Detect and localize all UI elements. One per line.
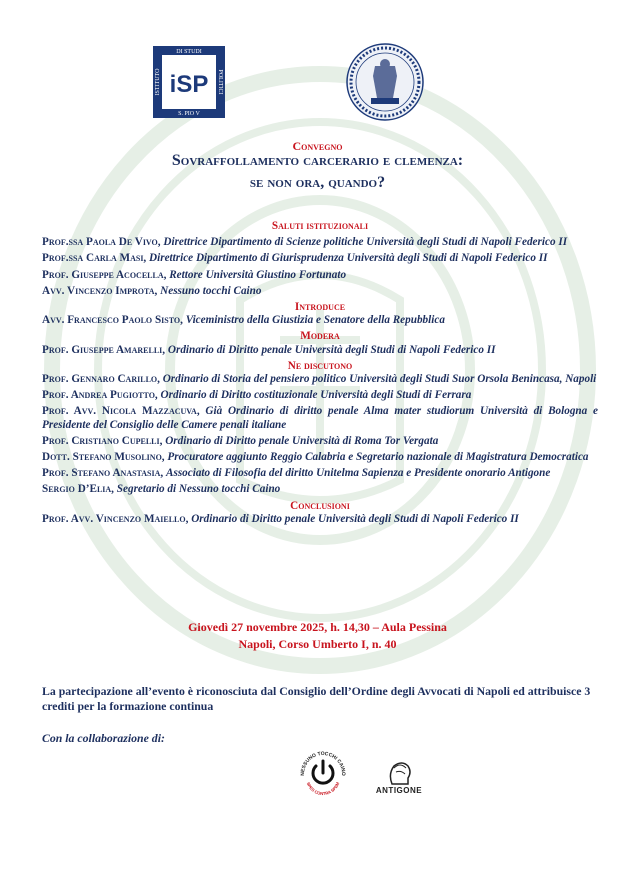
isp-logo-bottom-text: S. PIO V	[178, 111, 200, 117]
speaker-name: Sergio D’Elia,	[42, 483, 114, 496]
speaker-role: Viceministro della Giustizia e Senatore della Repubblica	[185, 314, 445, 327]
speaker-item	[42, 252, 598, 265]
event-details	[0, 619, 635, 653]
university-seal-icon	[345, 42, 425, 122]
page-subtitle: se non ora, quando?	[249, 174, 386, 191]
speaker-role: Ordinario di Storia del pensiero politico Università degli Studi Suor Orsola Benincasa, Napoli	[162, 373, 597, 386]
speaker-name: Prof. Giuseppe Amarelli,	[42, 343, 166, 356]
speaker-name: Prof. Avv. Nicola Mazzacuva,	[42, 405, 200, 418]
speaker-name: Dott. Stefano Musolino,	[42, 451, 165, 464]
power-icon	[313, 761, 333, 783]
antigone-logo-text: ANTIGONE	[375, 786, 423, 795]
speaker-role: Ordinario di Diritto costituzionale Università degli Studi di Ferrara	[160, 389, 472, 402]
speaker-item	[42, 285, 598, 298]
speaker-item	[42, 314, 598, 327]
speaker-name: Prof. Stefano Anastasia,	[42, 467, 164, 480]
speaker-role: Rettore Università Giustino Fortunato	[169, 268, 347, 281]
speaker-role: Procuratore aggiunto Reggio Calabria e Segretario nazionale di Magistratura Democratica	[167, 451, 589, 464]
speaker-item	[42, 344, 598, 357]
isp-logo-top-text: DI STUDI	[176, 49, 202, 55]
collaboration-label: Con la collaborazione di:	[42, 731, 165, 745]
speaker-role: Già Ordinario di diritto penale Alma mater studiorum Università di Bologna e Presidente del Consiglio delle Camere penali italiane	[42, 405, 598, 431]
section-heading-discutono: Ne discutono	[287, 359, 353, 372]
speaker-item	[42, 269, 598, 282]
section-heading-saluti: Saluti istituzionali	[271, 220, 369, 232]
speaker-name: Prof. Giuseppe Acocella,	[42, 268, 167, 281]
section-heading-modera: Modera	[300, 330, 340, 343]
speaker-item	[42, 373, 598, 386]
speaker-name: Prof. Avv. Vincenzo Maiello,	[42, 512, 189, 525]
isp-logo-left-text: ISTITUTO	[155, 68, 161, 96]
speaker-name: Avv. Francesco Paolo Sisto,	[42, 314, 183, 327]
speaker-item	[42, 513, 598, 526]
isp-logo-right-text: POLITICI	[217, 69, 223, 95]
speaker-name: Avv. Vincenzo Improta,	[42, 284, 158, 297]
isp-logo-icon	[153, 46, 225, 118]
speaker-name: Prof. Gennaro Carillo,	[42, 373, 160, 386]
speaker-item	[42, 483, 598, 496]
speaker-item	[42, 389, 598, 402]
ntc-logo-subtext: SPES CONTRA SPEM	[305, 781, 341, 797]
speaker-name: Prof.ssa Paola De Vivo,	[42, 236, 161, 249]
nessuno-tocchi-caino-logo-icon	[296, 744, 350, 804]
speaker-role: Associato di Filosofia del diritto Unitelma Sapienza e Presidente onorario Antigone	[166, 467, 551, 480]
speaker-item	[42, 236, 598, 249]
isp-logo-mark: iSP	[169, 71, 209, 98]
page-title: Sovraffollamento carcerario e clemenza:	[171, 152, 464, 169]
speaker-role: Ordinario di Diritto penale Università di Roma Tor Vergata	[165, 434, 439, 447]
speaker-item	[42, 467, 598, 480]
speaker-role: Ordinario di Diritto penale Università degli Studi di Napoli Federico II	[191, 512, 519, 525]
speaker-role: Ordinario di Diritto penale Università degli Studi di Napoli Federico II	[167, 343, 496, 356]
event-date: Giovedì 27 novembre 2025, h. 14,30 – Aula Pessina	[188, 620, 447, 634]
speaker-role: Segretario di Nessuno tocchi Caino	[116, 483, 281, 496]
speaker-item	[42, 451, 598, 464]
event-place: Napoli, Corso Umberto I, n. 40	[238, 637, 397, 651]
speaker-role: Direttrice Dipartimento di Scienze politiche Università degli Studi di Napoli Federico II	[163, 236, 568, 249]
speaker-name: Prof.ssa Carla Masi,	[42, 252, 147, 265]
credits-note: La partecipazione all’evento è riconosciuta dal Consiglio dell’Ordine degli Avvocati di Napoli ed attribuisce 3 crediti per la formazione continua	[42, 684, 591, 713]
speaker-role: Direttrice Dipartimento di Giurisprudenza Università degli Studi di Napoli Federico II	[149, 252, 548, 265]
event-type: Convegno	[292, 139, 343, 153]
ntc-logo-text: NESSUNO TOCCHI CAINO	[299, 750, 347, 776]
program	[42, 220, 598, 529]
speaker-item	[42, 405, 598, 431]
section-heading-introduce: Introduce	[294, 301, 346, 314]
speaker-name: Prof. Cristiano Cupelli,	[42, 434, 163, 447]
speaker-role: Nessuno tocchi Caino	[160, 284, 262, 297]
section-heading-conclusioni: Conclusioni	[290, 499, 350, 512]
speaker-item	[42, 435, 598, 448]
speaker-name: Prof. Andrea Pugiotto,	[42, 389, 158, 402]
